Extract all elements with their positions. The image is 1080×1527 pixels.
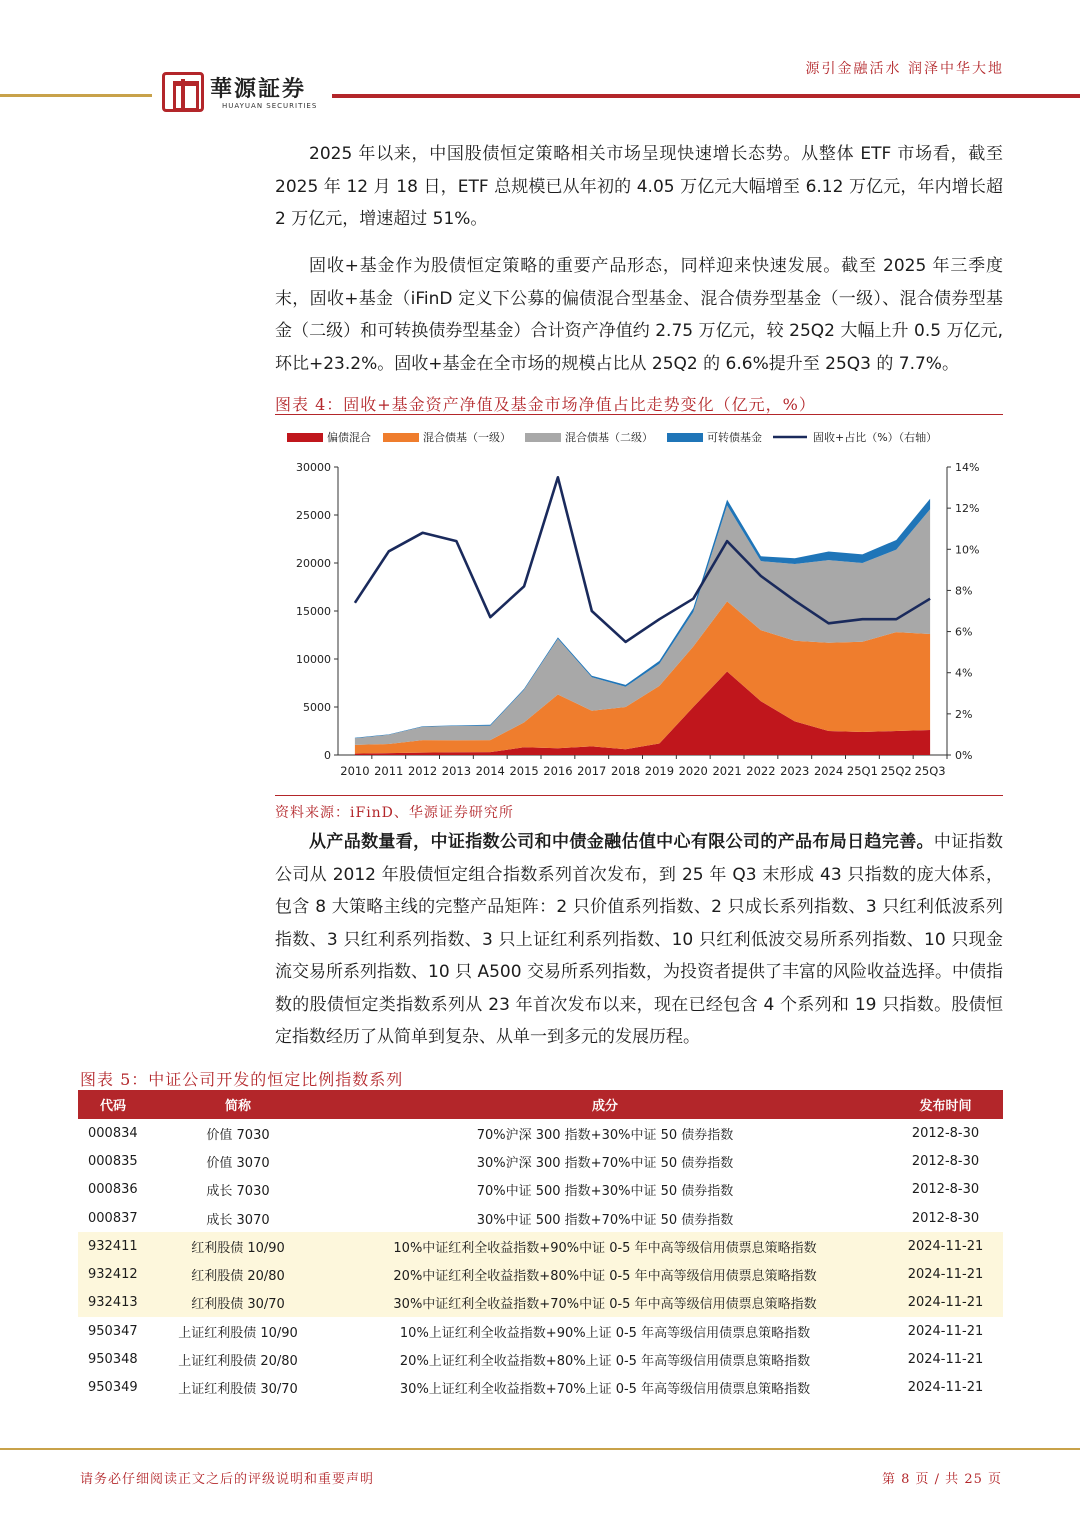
cell-date: 2024-11-21 bbox=[907, 1323, 984, 1339]
y-tick-label-left: 10000 bbox=[296, 653, 331, 666]
x-tick-label: 2011 bbox=[374, 764, 404, 778]
legend-label: 混合债基（一级） bbox=[423, 431, 511, 444]
logo-icon bbox=[162, 72, 204, 112]
cell-name: 上证红利股债 30/70 bbox=[178, 1382, 298, 1398]
cell-composition: 20%上证红利全收益指数+80%上证 0-5 年高等级信用债票息策略指数 bbox=[399, 1354, 811, 1370]
cell-date: 2012-8-30 bbox=[911, 1125, 980, 1141]
cell-code: 000836 bbox=[88, 1182, 138, 1198]
table-row bbox=[78, 1232, 1003, 1260]
x-tick-label: 2012 bbox=[407, 764, 438, 778]
figure4-bottom-rule bbox=[275, 795, 1003, 796]
cell-code: 950348 bbox=[88, 1352, 138, 1368]
index-series-table bbox=[78, 1090, 1003, 1402]
table-row bbox=[78, 1317, 1003, 1345]
legend-label: 固收+占比（%）（右轴） bbox=[813, 431, 938, 444]
y-tick-label-left: 20000 bbox=[296, 557, 331, 570]
x-tick-label: 2024 bbox=[813, 764, 844, 778]
legend-swatch bbox=[287, 433, 323, 442]
y-tick-label-right: 0% bbox=[955, 749, 973, 762]
cell-date: 2024-11-21 bbox=[907, 1295, 984, 1311]
cell-date: 2012-8-30 bbox=[911, 1210, 980, 1226]
legend-label: 混合债基（二级） bbox=[565, 431, 653, 444]
y-tick-label-right: 12% bbox=[955, 502, 980, 516]
header-composition: 成分 bbox=[591, 1099, 618, 1114]
page-number: 第 8 页 / 共 25 页 bbox=[882, 1472, 1002, 1487]
page-header bbox=[0, 0, 1080, 120]
x-tick-label: 2017 bbox=[577, 764, 607, 778]
table-row bbox=[78, 1374, 1003, 1402]
header-rule-red bbox=[332, 94, 1080, 98]
cell-code: 000835 bbox=[88, 1153, 138, 1169]
cell-date: 2024-11-21 bbox=[907, 1238, 984, 1254]
table-row bbox=[78, 1289, 1003, 1317]
table-row bbox=[78, 1176, 1003, 1204]
header-rule-gold bbox=[0, 94, 152, 97]
y-tick-label-left: 15000 bbox=[296, 605, 331, 618]
y-tick-label-left: 5000 bbox=[303, 701, 331, 714]
cell-composition: 30%中证 500 指数+70%中证 50 债券指数 bbox=[476, 1212, 734, 1228]
x-tick-label: 2016 bbox=[543, 764, 573, 778]
y-tick-label-right: 6% bbox=[955, 625, 973, 639]
stacked-area-chart bbox=[275, 420, 1003, 792]
x-tick-label: 25Q1 bbox=[846, 764, 878, 778]
legend-label: 可转债基金 bbox=[707, 431, 762, 444]
footer-disclaimer: 请务必仔细阅读正文之后的评级说明和重要声明 bbox=[80, 1472, 375, 1487]
table-body bbox=[78, 1119, 1003, 1402]
header-code: 代码 bbox=[100, 1099, 127, 1114]
y-tick-label-right: 8% bbox=[955, 584, 973, 598]
cell-name: 上证红利股债 10/90 bbox=[178, 1325, 298, 1341]
y-tick-label-right: 14% bbox=[955, 461, 980, 474]
cell-name: 成长 3070 bbox=[206, 1212, 270, 1228]
legend-swatch bbox=[525, 433, 561, 442]
y-tick-label-left: 25000 bbox=[296, 509, 331, 522]
x-tick-label: 2014 bbox=[475, 764, 505, 778]
header-slogan: 源引金融活水 润泽中华大地 bbox=[805, 61, 1004, 77]
y-tick-label-left: 0 bbox=[324, 749, 331, 762]
paragraph-lead-bold: 从产品数量看，中证指数公司和中债金融估值中心有限公司的产品布局日趋完善。 bbox=[309, 832, 934, 852]
paragraph-fixed-income-plus: 固收+基金作为股债恒定策略的重要产品形态，同样迎来快速发展。截至 2025 年三季度末，固收+基金（iFinD 定义下公募的偏债混合型基金、混合债券型基金（一级）、混合债券型基金（二级）和可转换债券型基金）合计资产净值约 2.75 万亿元，较 25Q2 大幅上升 0.5 万亿元,环比+23.2%。固收+基金在全市场的规模占比从 25Q2 的 6.6%提升至 25Q3 的 7.7%。 bbox=[275, 256, 1003, 374]
logo-name-en: HUAYUAN SECURITIES bbox=[222, 102, 318, 110]
table-row bbox=[78, 1204, 1003, 1232]
legend-label: 偏债混合 bbox=[327, 431, 371, 444]
cell-composition: 10%上证红利全收益指数+90%上证 0-5 年高等级信用债票息策略指数 bbox=[399, 1325, 811, 1341]
x-tick-label: 2023 bbox=[780, 764, 810, 778]
x-tick-label: 2018 bbox=[610, 764, 641, 778]
header-date: 发布时间 bbox=[919, 1099, 972, 1114]
cell-date: 2024-11-21 bbox=[907, 1380, 984, 1396]
legend-swatch bbox=[667, 433, 703, 442]
x-tick-label: 25Q2 bbox=[880, 764, 912, 778]
cell-name: 红利股债 10/90 bbox=[191, 1240, 285, 1256]
cell-date: 2024-11-21 bbox=[907, 1352, 984, 1368]
cell-composition: 30%沪深 300 指数+70%中证 50 债券指数 bbox=[476, 1155, 734, 1171]
cell-code: 932411 bbox=[88, 1238, 138, 1254]
cell-code: 000834 bbox=[88, 1125, 138, 1141]
y-tick-label-left: 30000 bbox=[296, 461, 331, 474]
cell-code: 950349 bbox=[88, 1380, 138, 1396]
figure4-title: 图表 4：固收+基金资产净值及基金市场净值占比走势变化（亿元，%） bbox=[275, 395, 816, 414]
footer-rule bbox=[0, 1448, 1080, 1450]
cell-composition: 30%上证红利全收益指数+70%上证 0-5 年高等级信用债票息策略指数 bbox=[399, 1382, 811, 1398]
cell-composition: 70%沪深 300 指数+30%中证 50 债券指数 bbox=[476, 1127, 734, 1143]
y-tick-label-right: 4% bbox=[955, 666, 973, 680]
figure4-chart bbox=[275, 420, 1003, 792]
x-tick-label: 2020 bbox=[678, 764, 708, 778]
cell-code: 932413 bbox=[88, 1295, 138, 1311]
cell-date: 2012-8-30 bbox=[911, 1182, 980, 1198]
x-tick-label: 25Q3 bbox=[914, 764, 946, 778]
cell-composition: 30%中证红利全收益指数+70%中证 0-5 年中高等级信用债票息策略指数 bbox=[393, 1297, 817, 1313]
table-row bbox=[78, 1147, 1003, 1175]
cell-code: 000837 bbox=[88, 1210, 138, 1226]
table-row bbox=[78, 1345, 1003, 1373]
cell-name: 成长 7030 bbox=[206, 1184, 270, 1200]
cell-date: 2012-8-30 bbox=[911, 1153, 980, 1169]
header-name: 简称 bbox=[224, 1099, 251, 1114]
figure4-top-rule bbox=[275, 414, 1003, 415]
y-tick-label-right: 2% bbox=[955, 707, 973, 721]
table-row bbox=[78, 1119, 1003, 1147]
cell-composition: 20%中证红利全收益指数+80%中证 0-5 年中高等级信用债票息策略指数 bbox=[393, 1269, 817, 1285]
table-header bbox=[78, 1090, 1003, 1119]
cell-name: 红利股债 30/70 bbox=[191, 1297, 285, 1313]
cell-composition: 70%中证 500 指数+30%中证 50 债券指数 bbox=[476, 1184, 734, 1200]
x-tick-label: 2015 bbox=[509, 764, 539, 778]
cell-code: 932412 bbox=[88, 1267, 138, 1283]
legend-swatch bbox=[383, 433, 419, 442]
figure4-source: 资料来源：iFinD、华源证券研究所 bbox=[275, 805, 514, 821]
x-tick-label: 2013 bbox=[441, 764, 472, 778]
cell-name: 上证红利股债 20/80 bbox=[178, 1354, 298, 1370]
x-tick-label: 2022 bbox=[746, 764, 776, 778]
cell-name: 红利股债 20/80 bbox=[191, 1269, 285, 1285]
figure5-title: 图表 5：中证公司开发的恒定比例指数系列 bbox=[80, 1070, 404, 1089]
cell-composition: 10%中证红利全收益指数+90%中证 0-5 年中高等级信用债票息策略指数 bbox=[393, 1240, 817, 1256]
x-tick-label: 2010 bbox=[340, 764, 370, 778]
cell-name: 价值 3070 bbox=[206, 1155, 270, 1171]
x-tick-label: 2021 bbox=[712, 764, 742, 778]
cell-name: 价值 7030 bbox=[206, 1127, 270, 1143]
logo-name-cn: 華源証券 bbox=[210, 76, 307, 102]
paragraph-body: 中证指数公司从 2012 年股债恒定组合指数系列首次发布，到 25 年 Q3 末形成 43 只指数的庞大体系，包含 8 大策略主线的完整产品矩阵：2 只价值系列指数、2 只成长系列指数、3 只红利低波系列指数、3 只红利系列指数、3 只上证红利系列指数、10 只红利低波交易所系列指数、10 只现金流交易所系列指数、10 只 A500 交易所系列指数，为投资者提供了丰富的风险收益选择。中债指数的股债恒定类指数系列从 23 年首次发布以来，现在已经包含 4 个系列和 19 只指数。股债恒定指数经历了从简单到复杂、从单一到多元的发展历程。 bbox=[275, 832, 1003, 1047]
cell-code: 950347 bbox=[88, 1323, 138, 1339]
paragraph-product-count bbox=[275, 826, 1003, 1054]
paragraph-etf-growth: 2025 年以来，中国股债恒定策略相关市场呈现快速增长态势。从整体 ETF 市场看，截至 2025 年 12 月 18 日，ETF 总规模已从年初的 4.05 万亿元大幅增至 6.12 万亿元，年内增长超 2 万亿元，增速超过 51%。 bbox=[275, 144, 1003, 229]
y-tick-label-right: 10% bbox=[955, 543, 980, 557]
cell-date: 2024-11-21 bbox=[907, 1267, 984, 1283]
table-row bbox=[78, 1260, 1003, 1288]
x-tick-label: 2019 bbox=[644, 764, 675, 778]
company-logo bbox=[162, 72, 332, 116]
